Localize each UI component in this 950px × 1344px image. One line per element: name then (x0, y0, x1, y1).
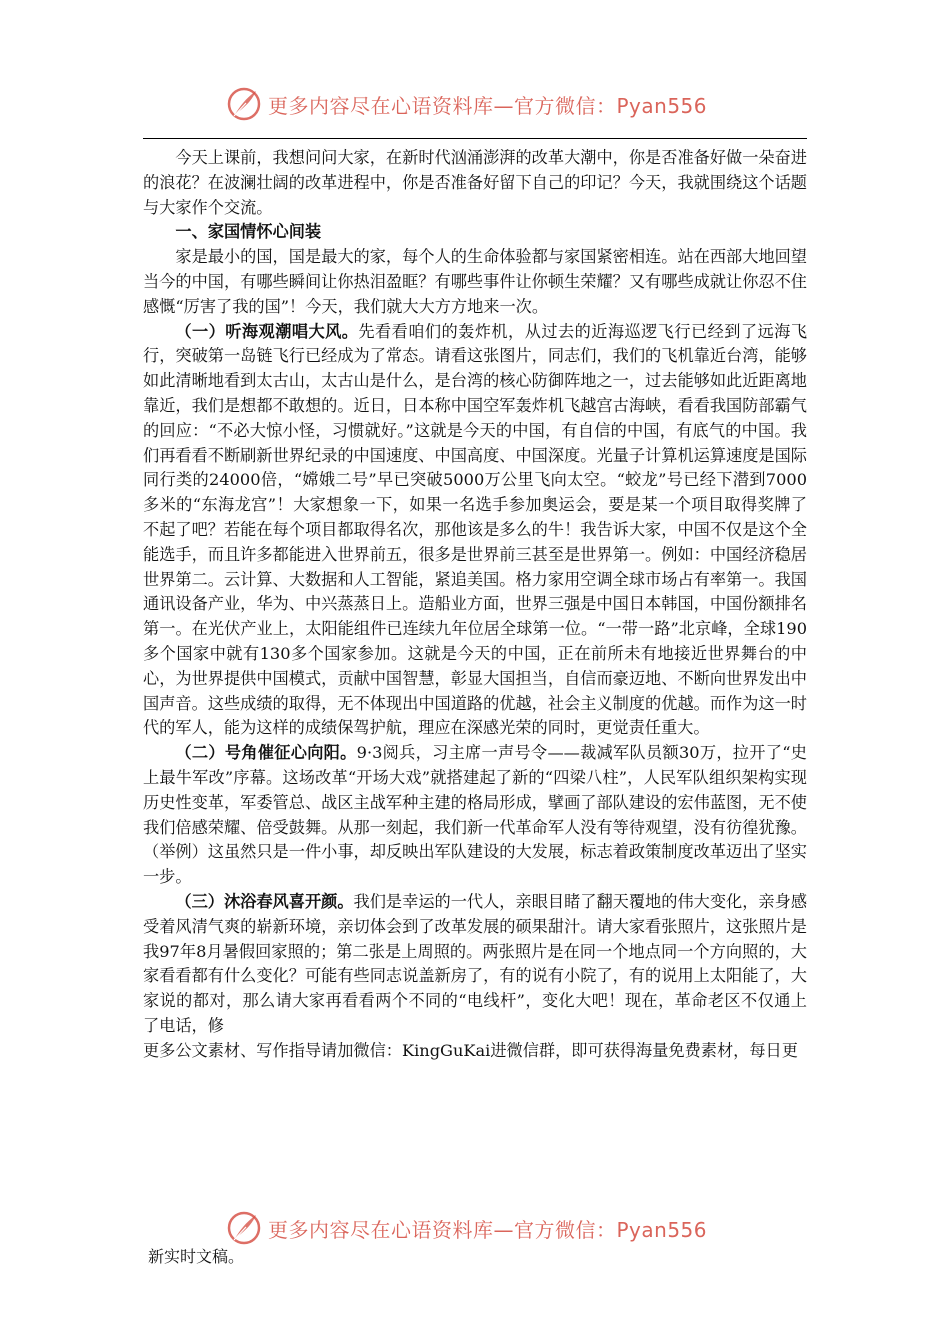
banner-text: 更多内容尽在心语资料库—官方微信：Pyan556 (268, 93, 708, 118)
banner-text: 更多内容尽在心语资料库—官方微信：Pyan556 (268, 1217, 708, 1242)
continued-text: 新实时文稿。 (148, 1247, 245, 1266)
document-body (143, 146, 807, 1063)
paragraph-text: 9·3阅兵，习主席一声号令——裁减军队员额30万，拉开了“史上最牛军改”序幕。这场改革“开场大戏”就搭建起了新的“四梁八柱”，人民军队组织架构实现历史性变革，军委管总、战区主战军种主建的格局形成，擘画了部队建设的宏伟蓝图，无不使我们倍感荣耀、倍受鼓舞。从那一刻起，我们新一代革命军人没有等待观望，没有彷徨犹豫。（举例）这虽然只是一件小事，却反映出军队建设的大发展，标志着政策制度改革迈出了坚实一步。 (143, 743, 807, 887)
paragraph-text: 先看看咱们的轰炸机，从过去的近海巡逻飞行已经到了远海飞行，突破第一岛链飞行已经成为了常态。请看这张图片，同志们，我们的飞机靠近台湾，能够如此清晰地看到太古山，太古山是什么，是台湾的核心防御阵地之一，过去能够如此近距离地靠近，我们是想都不敢想的。近日，日本称中国空军轰炸机飞越宫古海峡，看看我国防部霸气的回应：“不必大惊小怪，习惯就好。”这就是今天的中国，有自信的中国，有底气的中国。我们再看看不断刷新世界纪录的中国速度、中国高度、中国深度。光量子计算机运算速度是国际同行类的24000倍，“嫦娥二号”早已突破5000万公里飞向太空。“蛟龙”号已经下潜到7000多米的“东海龙宫”！大家想象一下，如果一名选手参加奥运会，要是某一个项目取得奖牌了不起了吧？若能在每个项目都取得名次，那他该是多么的牛！我告诉大家，中国不仅是这个全能选手，而且许多都能进入世界前五，很多是世界前三甚至是世界第一。例如：中国经济稳居世界第二。云计算、大数据和人工智能，紧追美国。格力家用空调全球市场占有率第一。我国通讯设备产业，华为、中兴蒸蒸日上。造船业方面，世界三强是中国日本韩国，中国份额排名第一。在光伏产业上，太阳能组件已连续九年位居全球第一位。“一带一路”北京峰，全球190多个国家中就有130多个国家参加。这就是今天的中国，正在前所未有地接近世界舞台的中心，为世界提供中国模式，贡献中国智慧，彰显大国担当，自信而豪迈地、不断向世界发出中国声音。这些成绩的取得，无不体现出中国道路的优越，社会主义制度的优越。而作为这一时代的军人，能为这样的成绩保驾护航，理应在深感光荣的同时，更觉责任重大。 (143, 321, 808, 738)
body-paragraph (143, 741, 807, 890)
body-paragraph (143, 320, 807, 742)
subsection-lead: （三）沐浴春风喜开颜。 (175, 891, 354, 911)
section-heading (143, 220, 807, 245)
paragraph-text: 我们是幸运的一代人，亲眼目睹了翻天覆地的伟大变化，亲身感受着风清气爽的崭新环境，亲切体会到了改革发展的硕果甜汁。请大家看张照片，这张照片是我97年8月暑假回家照的；第二张是上周照的。两张照片是在同一个地点同一个方向照的，大家看看都有什么变化？可能有些同志说盖新房了，有的说有小院了，有的说用上太阳能了，大家说的都对，那么请大家再看看两个不同的“电线杆”，变化大吧！现在，革命老区不仅通上了电话，修 (143, 891, 808, 1035)
body-paragraph (143, 146, 807, 220)
header-banner (226, 84, 746, 124)
feather-logo-icon (226, 86, 262, 122)
paragraph-text: 家是最小的国，国是最大的家，每个人的生命体验都与家国紧密相连。站在西部大地回望当今的中国，有哪些瞬间让你热泪盈眶？有哪些事件让你顿生荣耀？又有哪些成就让你忍不住感慨“厉害了我的国”！今天，我们就大大方方地来一次。 (143, 247, 807, 316)
footer-banner (226, 1208, 746, 1248)
subsection-lead: （一）听海观潮唱大风。 (175, 321, 359, 341)
subsection-lead: （二）号角催征心向阳。 (175, 743, 357, 763)
body-paragraph (143, 890, 807, 1039)
paragraph-text: 今天上课前，我想问问大家，在新时代汹涌澎湃的改革大潮中，你是否准备好做一朵奋进的浪花？在波澜壮阔的改革进程中，你是否准备好留下自己的印记？今天，我就围绕这个话题与大家作个交流。 (143, 148, 807, 217)
paragraph-text: 更多公文素材、写作指导请加微信：KingGuKai进微信群，即可获得海量免费素材，每日更 (143, 1040, 798, 1060)
paragraph-text: 一、家国情怀心间装 (175, 222, 322, 242)
feather-logo-icon (226, 1210, 262, 1246)
header-rule (143, 138, 807, 139)
body-paragraph (143, 245, 807, 319)
promo-note (143, 1039, 807, 1064)
